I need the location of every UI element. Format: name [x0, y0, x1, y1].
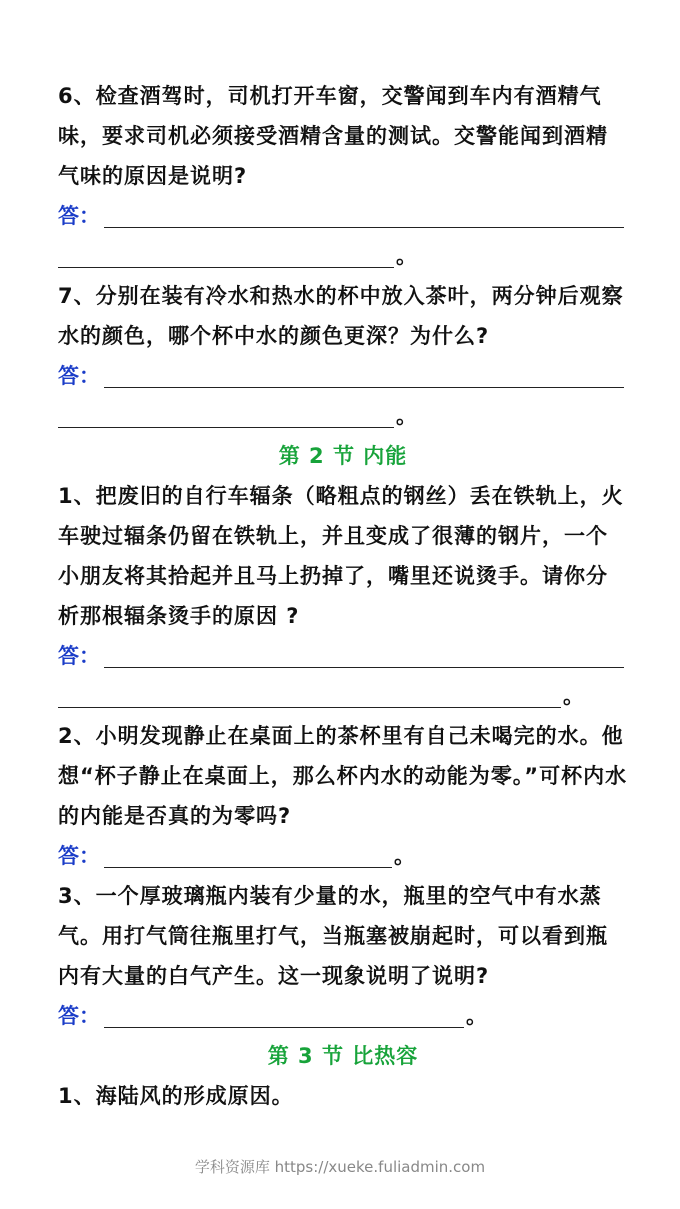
answer-blank[interactable] — [58, 241, 394, 268]
answer-label: 答： — [58, 844, 100, 868]
answer-label: 答： — [58, 1004, 100, 1028]
section2-question-1: 1、把废旧的自行车辐条（略粗点的钢丝）丢在铁轨上，火车驶过辐条仍留在铁轨上，并且变成了很薄的钢片，一个小朋友将其拾起并且马上扔掉了，嘴里还说烫手。请你分析那根辐条烫手的原因 ? — [58, 484, 624, 628]
section3-question-1: 1、海陆风的形成原因。 — [58, 1084, 294, 1108]
answer-blank[interactable] — [104, 361, 624, 388]
answer-blank[interactable] — [58, 401, 394, 428]
answer-blank[interactable] — [104, 1001, 464, 1028]
end-mark: 。 — [396, 404, 417, 428]
end-mark: 。 — [394, 844, 415, 868]
answer-label: 答： — [58, 644, 100, 668]
answer-line-s2q3 — [58, 996, 628, 1036]
end-mark: 。 — [396, 244, 417, 268]
question-7: 7、分别在装有冷水和热水的杯中放入茶叶，两分钟后观察水的颜色，哪个杯中水的颜色更深？为什么? — [58, 284, 624, 348]
end-mark: 。 — [466, 1004, 487, 1028]
answer-label: 答： — [58, 204, 100, 228]
answer-line-s2q1 — [58, 636, 628, 676]
answer-blank[interactable] — [104, 641, 624, 668]
answer-label: 答： — [58, 364, 100, 388]
answer-continuation-6 — [58, 236, 628, 276]
footer-watermark: 学科资源库 https://xueke.fuliadmin.com — [194, 1158, 486, 1176]
answer-continuation-7 — [58, 396, 628, 436]
section-title-2: 第 2 节 内能 — [278, 444, 408, 468]
section2-question-2: 2、小明发现静止在桌面上的茶杯里有自己未喝完的水。他想“杯子静止在桌面上，那么杯内水的动能为零。”可杯内水的内能是否真的为零吗? — [58, 724, 628, 828]
answer-blank[interactable] — [104, 841, 392, 868]
answer-line-7 — [58, 356, 628, 396]
section2-question-3: 3、一个厚玻璃瓶内装有少量的水，瓶里的空气中有水蒸气。用打气筒往瓶里打气，当瓶塞被崩起时，可以看到瓶内有大量的白气产生。这一现象说明了说明? — [58, 884, 608, 988]
section-title-3: 第 3 节 比热容 — [267, 1044, 419, 1068]
question-6: 6、检查酒驾时，司机打开车窗，交警闻到车内有酒精气味，要求司机必须接受酒精含量的测试。交警能闻到酒精气味的原因是说明? — [58, 84, 608, 188]
end-mark: 。 — [563, 684, 584, 708]
answer-continuation-s2q1 — [58, 676, 628, 716]
answer-line-s2q2 — [58, 836, 628, 876]
answer-line-6 — [58, 196, 628, 236]
worksheet — [58, 76, 628, 1116]
answer-blank[interactable] — [58, 681, 561, 708]
answer-blank[interactable] — [104, 201, 624, 228]
